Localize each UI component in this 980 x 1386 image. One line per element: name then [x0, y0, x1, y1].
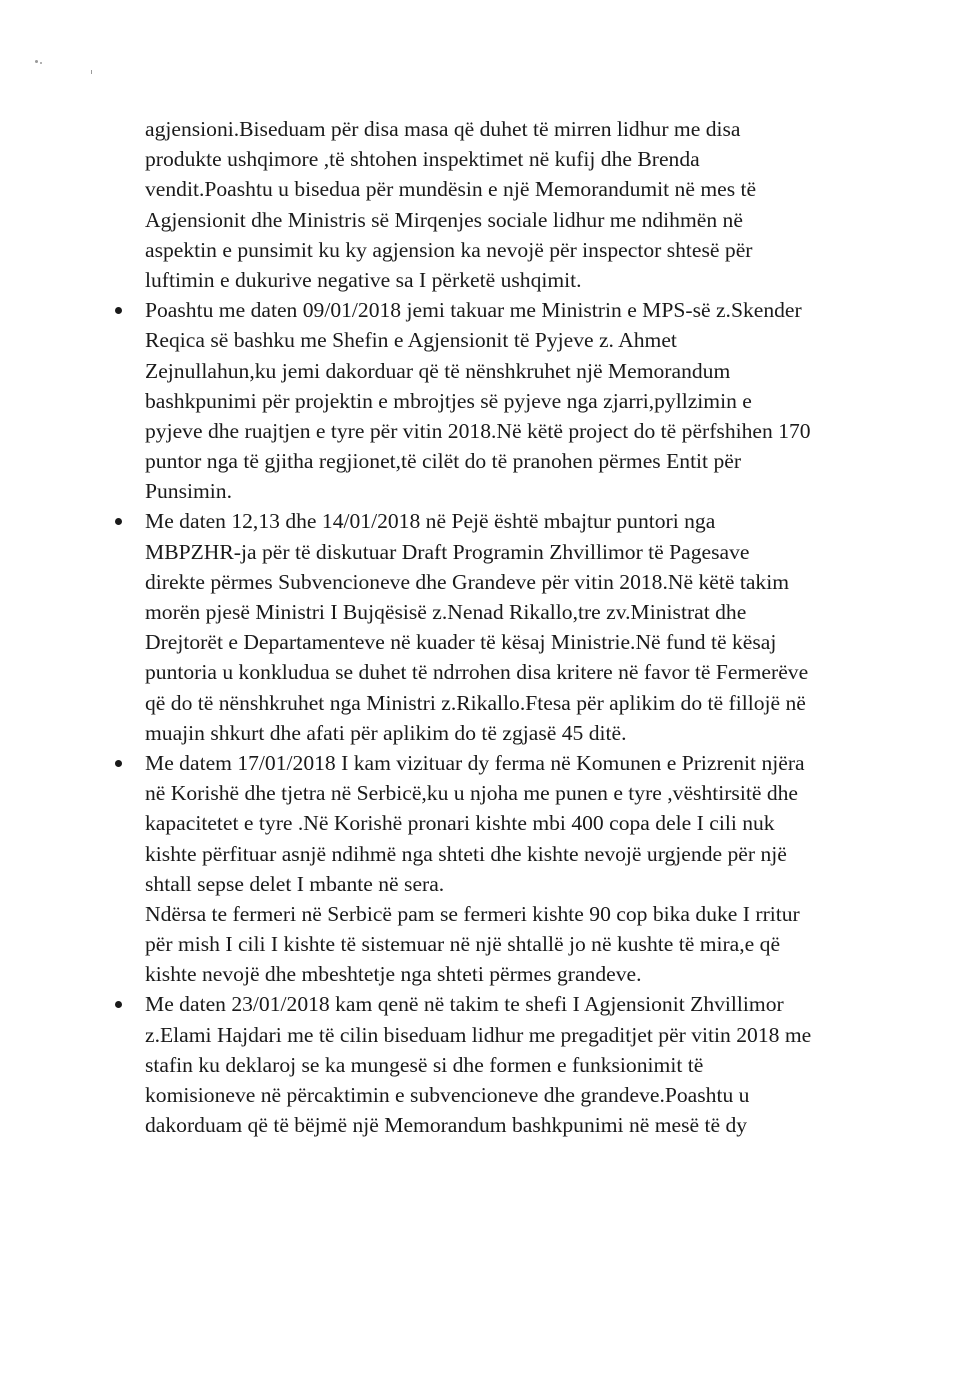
text-line: Me datem 17/01/2018 I kam vizituar dy ferma në Komunen e Prizrenit njëra: [145, 750, 805, 775]
text-line: në Korishë dhe tjetra në Serbicë,ku u njoha me punen e tyre ,vështirsitë dhe: [145, 781, 799, 806]
bullet-item-workshop-peje: [145, 506, 885, 748]
text-line: puntoria u konkluduа se duhet të ndrrohen disa kritere në favor të Fermerëve: [145, 660, 809, 685]
text-line: pyjeve dhe ruajtjen e tyre për vitin 2018.Në këtë project do të përfshihen 170: [145, 418, 811, 443]
text-line: kishte nevojë dhe mbeshtetje nga shteti përmes grandeve.: [145, 962, 642, 987]
text-line: shtall sepse delet I mbante në sera.: [145, 871, 445, 896]
text-line: Ndërsa te fermeri në Serbicë pam se fermeri kishte 90 cop bika duke I rritur: [145, 901, 800, 926]
document-body: [145, 114, 885, 1140]
text-line: kishte përfituar asnjë ndihmë nga shteti dhe kishte nevojë urgjende për një: [145, 841, 787, 866]
text-line: që do të nënshkruhet nga Ministri z.Rikallo.Ftesa për aplikim do të fillojë në: [145, 690, 806, 715]
text-line: direkte përmes Subvencioneve dhe Grandeve për vitin 2018.Në këtë takim: [145, 569, 789, 594]
text-line: për mish I cili I kishte të sistemuar në një shtallë jo në kushte të mira,e që: [145, 932, 781, 957]
bullet-icon: [115, 760, 122, 767]
bullet-icon: [115, 1001, 122, 1008]
text-line: Reqica së bashku me Shefin e Agjensionit të Pyjeve z. Ahmet: [145, 328, 677, 353]
text-line: vendit.Poashtu u bisedua për mundësin e një Memorandumit në mes të: [145, 177, 757, 202]
text-line: agjensioni.Biseduam për disa masa që duhet të mirren lidhur me disa: [145, 117, 741, 141]
text-line: produkte ushqimore ,të shtohen inspektimet në kufij dhe Brenda: [145, 147, 700, 172]
text-line: stafin ku deklaroj se ka mungesë si dhe formen e funksionimit të: [145, 1052, 704, 1077]
bullet-item-meeting-mps: [145, 295, 885, 506]
text-line: Me daten 23/01/2018 kam qenë në takim te shefi I Agjensionit Zhvillimor: [145, 992, 784, 1017]
text-line: kapacitetet e tyre .Në Korishë pronari kishte mbi 400 copa dele I cili nuk: [145, 811, 775, 836]
text-line: muajin shkurt dhe afati për aplikim do të zgjasë 45 ditë.: [145, 720, 627, 745]
intro-paragraph: [145, 114, 885, 295]
bullet-icon: [115, 307, 122, 314]
text-line: Zejnullahun,ku jemi dakorduar që të nënshkruhet një Memorandum: [145, 358, 731, 383]
text-line: komisioneve në përcaktimin e subvencioneve dhe grandeve.Poashtu u: [145, 1083, 750, 1107]
scan-speck: [40, 62, 42, 64]
bullet-item-agency-meeting: [145, 989, 885, 1140]
text-line: Agjensionit dhe Ministris së Mirqenjes sociale lidhur me ndihmën në: [145, 207, 743, 232]
scan-speck: [91, 70, 92, 74]
text-line: Poashtu me daten 09/01/2018 jemi takuar me Ministrin e MPS-së z.Skender: [145, 298, 802, 323]
text-line: Drejtorët e Departamenteve në kuader të kësaj Ministrie.Në fund të kësaj: [145, 630, 777, 655]
text-line: Punsimin.: [145, 479, 232, 504]
text-line: Me daten 12,13 dhe 14/01/2018 në Pejë është mbajtur puntori nga: [145, 509, 716, 534]
text-line: MBPZHR-ja për të diskutuar Draft Programin Zhvillimor të Pagesave: [145, 539, 750, 564]
text-line: bashkpunimi për projektin e mbrojtjes së pyjeve nga zjarri,pyllzimin e: [145, 388, 752, 413]
text-line: morën pjesë Ministri I Bujqësisë z.Nenad Rikallo,tre zv.Ministrat dhe: [145, 600, 747, 624]
bullet-item-farm-visits: [145, 748, 885, 990]
text-line: z.Elami Hajdari me të cilin biseduam lidhur me pregaditjet për vitin 2018 me: [145, 1022, 812, 1047]
scan-speck: [35, 60, 38, 63]
bullet-icon: [115, 518, 122, 525]
text-line: aspektin e punsimit ku ky agjension ka nevojë për inspector shtesë për: [145, 237, 753, 262]
text-line: dakorduam që të bëjmë një Memorandum bashkpunimi në mesë të dy: [145, 1113, 748, 1138]
text-line: puntor nga të gjitha regjionet,të cilët do të pranohen përmes Entit për: [145, 449, 742, 474]
text-line: luftimin e dukurive negative sa I përketë ushqimit.: [145, 267, 582, 292]
